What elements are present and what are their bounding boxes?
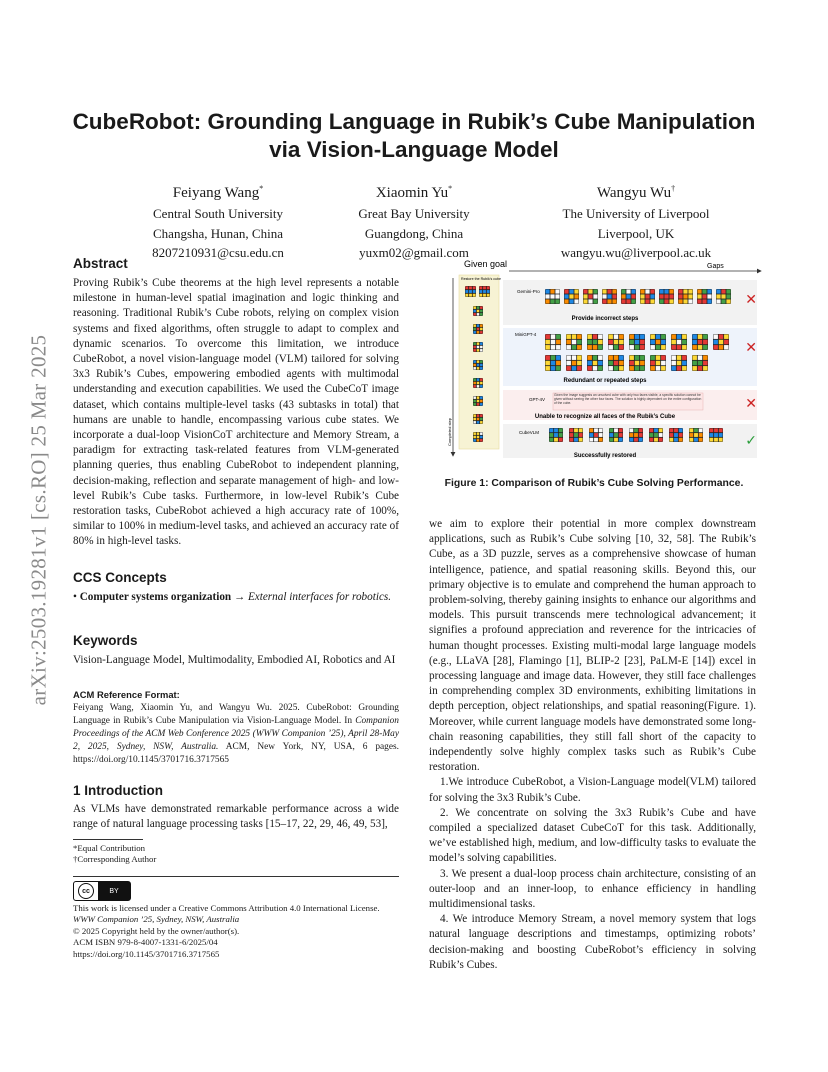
ccs-concepts <box>73 590 399 605</box>
cube-thumbnail <box>602 289 617 304</box>
author-block-2 <box>294 178 534 263</box>
cube-thumbnail <box>545 355 561 371</box>
ccs-heading: CCS Concepts <box>73 570 167 585</box>
row3-caption: Unable to recognize all faces of the Rubik’s Cube <box>534 414 676 420</box>
author-block-3 <box>516 178 756 263</box>
cube-thumbnail <box>671 334 687 350</box>
license-line-2: WWW Companion ’25, Sydney, NSW, Australia <box>73 914 240 925</box>
acm-reference <box>73 689 399 766</box>
ccs-italic: External interfaces for robotics. <box>247 591 392 603</box>
cube-thumbnail <box>587 355 603 371</box>
title-line-2: via Vision-Language Model <box>269 137 559 162</box>
cube-thumbnail <box>545 334 561 350</box>
cube-thumbnail <box>473 306 483 316</box>
cc-icon: cc <box>78 883 94 899</box>
cube-thumbnail <box>608 355 624 371</box>
reference-italic: Companion Proceedings of the ACM Web Conference 2025 (WWW Companion ’25), April 28-May 2, 2025, Sydney, NSW, Australia. <box>73 716 399 752</box>
author-name: Xiaomin Yu <box>375 185 449 201</box>
reference-text-1: Feiyang Wang, Xiaomin Yu, and Wangyu Wu. 2025. CubeRobot: Grounding Language in Rubik’s Cube Manipulation via Vision-Language Model. In <box>73 703 399 727</box>
row1-cross-icon: ✕ <box>745 292 757 308</box>
license-line-5[interactable]: https://doi.org/10.1145/3701716.3717565 <box>73 948 220 959</box>
license-line-1: This work is licensed under a Creative Commons Attribution 4.0 International License. <box>73 903 380 913</box>
cube-thumbnail <box>649 428 663 442</box>
restore-label: Restore the Rubik's cube <box>461 277 502 281</box>
footnote-corresponding: †Corresponding Author <box>73 854 157 865</box>
cube-thumbnail <box>473 342 483 352</box>
footnote-rule <box>73 839 143 840</box>
footnotes <box>73 843 399 866</box>
cube-thumbnail <box>621 289 636 304</box>
license-line-3: © 2025 Copyright held by the owner/author(s). <box>73 925 240 936</box>
given-goal-label: Given goal <box>464 259 508 269</box>
cube-thumbnail <box>659 289 674 304</box>
gaps-label: Gaps <box>707 263 724 270</box>
row2-model: MiniGPT-4 <box>515 332 537 337</box>
cube-thumbnail <box>678 289 693 304</box>
author-location: Changsha, Hunan, China <box>153 225 283 241</box>
license-line-4: ACM ISBN 979-8-4007-1331-6/2025/04 <box>73 937 218 948</box>
author-location: Liverpool, UK <box>597 225 675 241</box>
license-block <box>73 903 399 960</box>
author-email[interactable]: yuxm02@gmail.com <box>359 245 469 260</box>
cube-thumbnail <box>549 428 563 442</box>
cube-thumbnail <box>609 428 623 442</box>
completed-step-label: Completed step <box>447 417 452 446</box>
cube-thumbnail <box>589 428 603 442</box>
contribution-2: 2. We concentrate on solving the 3x3 Rubik’s Cube and have compiled a specialized dataset CubeCoT for this task. Additionally, we’ve established high, medium, and low-difficulty tasks to evaluate the model’s solving capabilities. <box>429 806 756 865</box>
intro-heading: 1 Introduction <box>73 783 163 798</box>
cube-thumbnail <box>629 355 645 371</box>
row3-model: GPT-4V <box>529 397 546 402</box>
cube-thumbnail <box>587 334 603 350</box>
row1-model: Gemini-Pro <box>517 289 540 294</box>
abstract-text: Proving Rubik’s Cube theorems at the high level represents a notable milestone in human-level spatial imagination and logic thinking and reasoning. Traditional Rubik’s Cube robots, relying on complex vision systems and fixed algorithms, often struggle to adapt to complex and dynamic scenarios. To overcome this limitation, we introduce CubeRobot, a novel vision-language model (VLM) tailored for solving 3x3 Rubik’s Cubes, empowering embodied agents with multimodal understanding and execution capabilities. We used the CubeCoT image dataset, which contains multiple-level tasks (43 subtasks in total) that humans are unable to handle, encompassing various cube states. We incorporate a dual-loop VisionCoT architecture and Memory Stream, a paradigm for extracting task-related features from VLM-generated planning queries, thus enabling CubeRobot to independent planning, decision-making, reflection and separate management of high- and low-level Rubik’s Cube tasks. Furthermore, in low-level Rubik’s Cube restoration tasks, CubeRobot achieved a high accuracy rate of 100%, similar to 100% in medium-level tasks, and achieved an accuracy rate of 80% in high-level tasks. <box>73 277 399 548</box>
cube-thumbnail <box>473 396 483 406</box>
cube-thumbnail <box>716 289 731 304</box>
cube-thumbnail <box>709 428 723 442</box>
row2-cross-icon: ✕ <box>745 340 757 356</box>
row2-caption: Redundant or repeated steps <box>563 378 647 384</box>
cube-thumbnail <box>608 334 624 350</box>
cube-thumbnail <box>650 355 666 371</box>
cube-thumbnail <box>692 334 708 350</box>
author-affiliation: Central South University <box>153 206 283 221</box>
arxiv-sidebar <box>14 265 64 775</box>
contribution-1: 1.We introduce CubeRobot, a Vision-Language model(VLM) tailored for solving the 3x3 Rubik’s Cube. <box>429 776 756 804</box>
author-mark: * <box>448 184 453 193</box>
paper-title <box>60 108 768 164</box>
intro-text: As VLMs have demonstrated remarkable performance across a wide range of natural language processing tasks [15–17, 22, 29, 46, 49, 53], <box>73 803 399 831</box>
author-mark: * <box>259 184 264 193</box>
row4-model: CubeVLM <box>519 430 540 435</box>
figure-graphic <box>449 256 765 461</box>
cube-thumbnail <box>473 324 483 334</box>
cube-thumbnail <box>640 289 655 304</box>
cube-thumbnail <box>566 355 582 371</box>
ccs-bullet: • <box>73 591 77 603</box>
row4-caption: Successfully restored <box>573 453 637 459</box>
intro-continued <box>429 517 756 973</box>
cube-thumbnail <box>692 355 708 371</box>
cube-thumbnail <box>479 286 490 297</box>
author-name: Feiyang Wang <box>172 185 260 201</box>
author-name: Wangyu Wu <box>596 185 672 201</box>
author-affiliation: The University of Liverpool <box>562 206 710 221</box>
row3-text: Given the image suggests an unsolved cube with only two faces visible, a specific solution cannot be given without seeing the other four faces. The solution is highly dependent on the entire configuration of the cube. <box>554 393 702 405</box>
cube-thumbnail <box>473 414 483 424</box>
abstract-heading: Abstract <box>73 256 128 271</box>
author-mark: † <box>671 184 676 193</box>
cc-by-badge[interactable] <box>73 881 131 901</box>
figure-caption: Figure 1: Comparison of Rubik’s Cube Solving Performance. <box>444 478 744 489</box>
license-rule <box>73 876 399 877</box>
keywords-heading: Keywords <box>73 633 138 648</box>
intro-paragraph: we aim to explore their potential in more complex downstream applications, such as Rubik’s Cube solving [10, 32, 58]. The Rubik’s Cube, as a 3D puzzle, serves as a comprehensive showcase of human intelligence, patience, and spatial reasoning skills. Beyond this, our primary objective is to emulate and comprehend the human approach to problem-solving, thereby gaining insights to enhance our algorithms and models. This pursuit transcends mere technological advancement; it signifies a profound appreciation and reverence for the intricacies of human thought processes. Existing multi-modal large language models (e.g., LLaVA [28], Flamingo [1], BLIP-2 [23], PaLM-E [14]) excel in processing language and image data. However, they still face challenges in comprehending complex 3D environments, exhibiting limitations in depth perception, object relationships, and spatial reasoning(Figure. 1). Moreover, while current language models have demonstrated some long-chain reasoning capabilities, they still fall short of the capacity to independently solve highly complex tasks such as Rubik’s Cube restoration. <box>429 518 756 774</box>
cube-thumbnail <box>650 334 666 350</box>
cube-thumbnail <box>473 432 483 442</box>
cube-thumbnail <box>465 286 476 297</box>
title-line-1: CubeRobot: Grounding Language in Rubik’s Cube Manipulation <box>72 109 756 134</box>
arxiv-id: arXiv:2503.19281v1 [cs.RO] 25 Mar 2025 <box>26 334 51 706</box>
ccs-arrow: → <box>233 591 246 603</box>
cube-thumbnail <box>697 289 712 304</box>
author-affiliation: Great Bay University <box>358 206 470 221</box>
cube-thumbnail <box>473 378 483 388</box>
cube-thumbnail <box>713 334 729 350</box>
cube-thumbnail <box>473 360 483 370</box>
figure-1 <box>449 256 765 461</box>
cube-thumbnail <box>545 289 560 304</box>
author-location: Guangdong, China <box>364 225 464 241</box>
author-email[interactable]: 8207210931@csu.edu.cn <box>152 245 284 260</box>
cube-thumbnail <box>583 289 598 304</box>
cube-thumbnail <box>569 428 583 442</box>
row3-cross-icon: ✕ <box>745 396 757 412</box>
cube-thumbnail <box>629 428 643 442</box>
reference-heading: ACM Reference Format: <box>73 689 180 700</box>
keywords-text: Vision-Language Model, Multimodality, Embodied AI, Robotics and AI <box>73 654 396 666</box>
contribution-3: 3. We present a dual-loop process chain architecture, consisting of an outer-loop and an inner-loop, to enhance efficiency in handling multidimensional tasks. <box>429 867 756 911</box>
cube-thumbnail <box>564 289 579 304</box>
row1-caption: Provide incorrect steps <box>571 316 639 322</box>
cube-thumbnail <box>566 334 582 350</box>
ccs-bold: Computer systems organization <box>79 591 232 603</box>
reference-text-2[interactable]: ACM, New York, NY, USA, 6 pages. https://doi.org/10.1145/3701716.3717565 <box>73 741 400 765</box>
row4-check-icon: ✓ <box>745 433 757 449</box>
cube-thumbnail <box>689 428 703 442</box>
by-icon: BY <box>98 882 130 900</box>
cube-thumbnail <box>671 355 687 371</box>
cube-thumbnail <box>629 334 645 350</box>
cube-thumbnail <box>669 428 683 442</box>
author-email[interactable]: wangyu.wu@liverpool.ac.uk <box>560 245 712 260</box>
contribution-4: 4. We introduce Memory Stream, a novel memory system that logs natural language descriptions and timestamps, optimizing robots’ decision-making and boosting CubeRobot’s efficiency in solving Rubik’s Cubes. <box>429 913 756 971</box>
footnote-equal: *Equal Contribution <box>73 843 146 853</box>
